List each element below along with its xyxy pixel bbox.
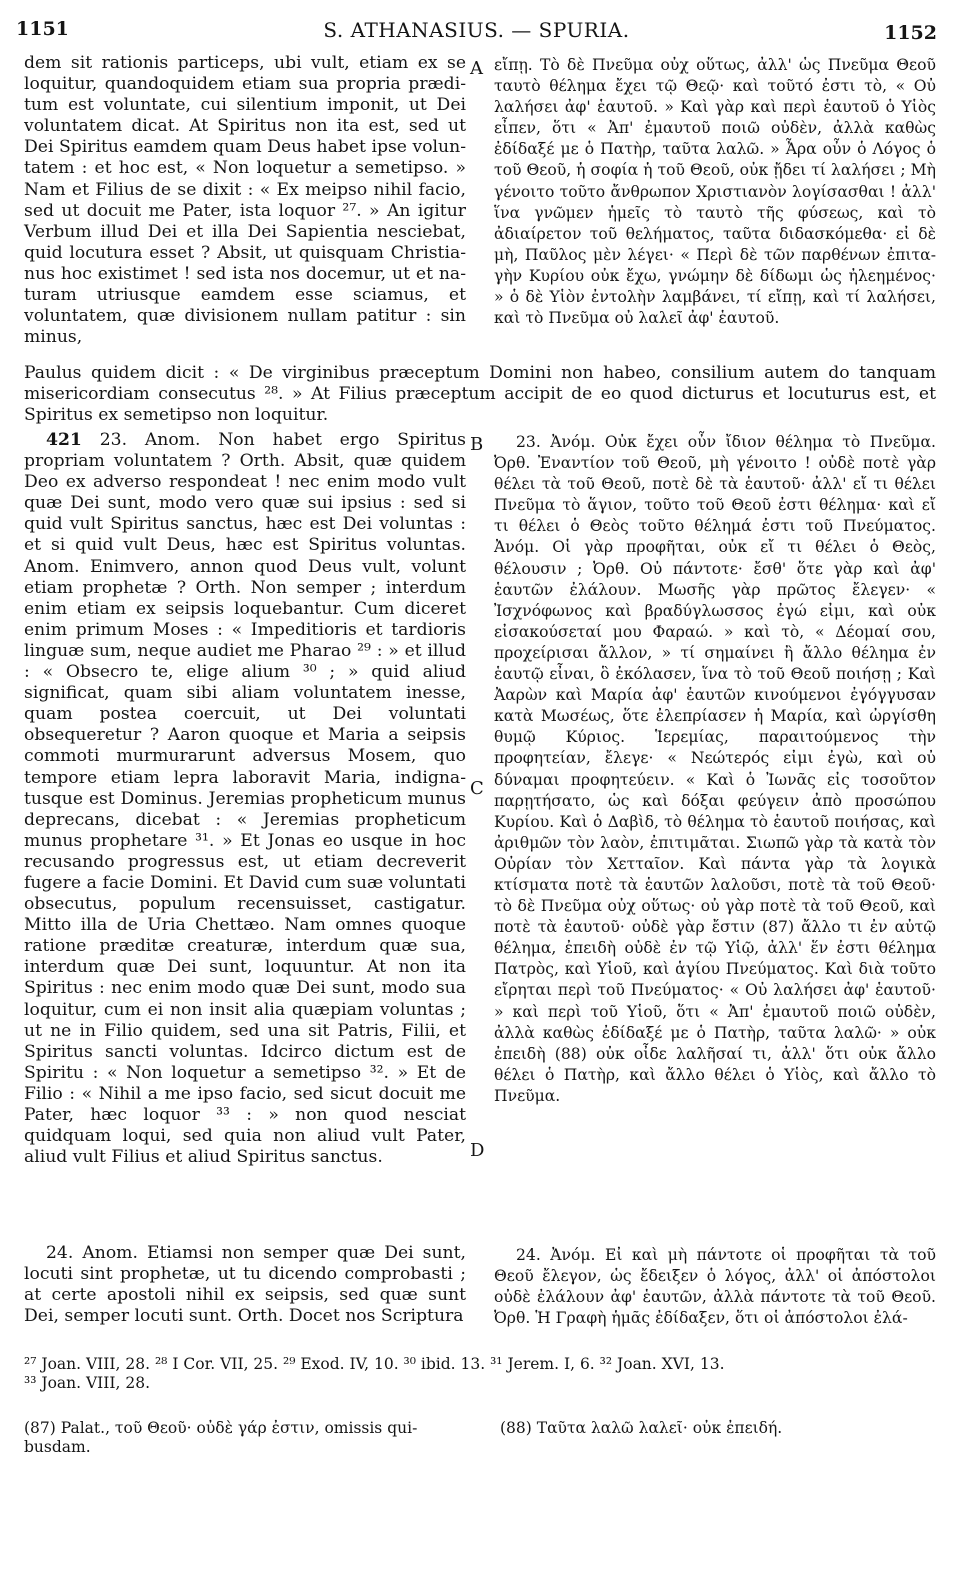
greek-paragraph: 24. Ἀνόμ. Εἰ καὶ μὴ πάντοτε οἱ προφῆται τὰ τοῦ Θεοῦ ἔλεγον, ὡς ἔδειξεν ὁ λόγος, ἀλλ' οἱ ἀπόστολοι οὐδὲ ἐλάλουν ἀφ' ἑαυτῶν, ἀλλὰ πάντοτε τὰ τοῦ Θεοῦ. Ὀρθ. Ἡ Γραφὴ ἡμᾶς ἐδίδαξεν, ὅτι οἱ ἀπόστολοι ἐλά- (494, 1246, 936, 1328)
variant-note-87: (87) Palat., τοῦ Θεοῦ· οὐδὲ γάρ ἐστιν, omissis quibusdam. (24, 1419, 418, 1456)
margin-letter-b: B (470, 434, 484, 455)
margin-letter-d: D (470, 1140, 485, 1161)
page-header (16, 18, 937, 48)
latin-column-b (24, 430, 466, 1168)
variant-note-88: (88) Ταῦτα λαλῶ λαλεῖ· οὐκ ἐπειδή. (500, 1419, 783, 1437)
latin-paragraph: 24. Anom. Etiamsi non semper quæ Dei sunt, locuti sint prophetæ, ut tu dicendo comprobasti ; at certe apostoli nihil ex seipsis, sed quæ sunt Dei, semper locuti sunt. Orth. Docet nos Scriptura (24, 1243, 466, 1327)
margin-letter-a: A (470, 58, 483, 79)
latin-paragraph: dem sit rationis particeps, ubi vult, etiam ex se loquitur, quandoquidem etiam sua propria præditum est voluntate, cui silentium imponit, ut Dei voluntatem dicat. At Spiritus non ita est, sed ut Dei Spiritus eamdem quam Deus habet ipse voluntatem : et hoc est, « Non loquetur a semetipso. » Nam et Filius de se dixit : « Ex meipso nihil facio, sed ut docuit me Pater, ista loquor ²⁷. » An igitur Verbum illud Dei et illa Dei Sapientia nesciebat, quid locutura esset ? Absit, ut quisquam Christianus hoc existimet ! sed ista nos docemur, ut et naturam utriusque eamdem esse sciamus, et voluntatem, quæ divisionem nullam patitur : sin minus, (24, 53, 466, 348)
greek-column-c (494, 1245, 936, 1329)
latin-text: 23. Anom. Non habet ergo Spiritus propriam voluntatem ? Orth. Absit, quæ quidem Deo ex adverso respondeat ! nec enim modo vult quæ Dei sunt, modo vero quæ sui ipsius : sed si quid vult Spiritus sanctus, hæc est Dei voluntas : et si quid vult Deus, hæc est Spiritus voluntas. Anom. Enimvero, annon quod Deus vult, volunt etiam prophetæ ? Orth. Non semper ; interdum enim etiam ex seipsis loquebantur. Cum diceret enim primum Moses : « Impeditioris et tardioris linguæ sum, neque audiet me Pharao ²⁹ : » et illud : « Obsecro te, elige alium ³⁰ ; » quid aliud significat, quam sibi aliam voluntatem inesse, quam postea coercuit, ut Dei voluntati obsequeretur ? Aaron quoque et Maria a seipsis commoti murmurarunt adversus Mosem, quo tempore etiam lepra laboravit Maria, indignatusque est Dominus. Jeremias propheticum munus deprecans, dicebat : « Jeremias propheticum munus prophetare ³¹. » Et Jonas eo usque in hoc recusando progressus est, ut etiam decreverit fugere a facie Domini. Et David cum suæ voluntati obsecutus, populum recensuisset, castigatur. Mitto illa de Uria Chettæo. Nam omnes quoque ratione præditæ creaturæ, interdum quæ sua, interdum quæ Dei sunt, loquuntur. At non ita Spiritus : nec enim modo quæ Dei sunt, modo sua loquitur, cum ei non insit alia quæpiam voluntas ; ut ne in Filio quidem, sed una sit Patris, Filii, et Spiritus sancti voluntas. Idcirco dictum est de Spiritu : « Non loquetur a semetipso ³². » Et de Filio : « Nihil a me ipso facio, sed sicut docuit me Pater, hæc loquor ³³ : » non quod nesciat quidquam loqui, sed quia non aliud vult Pater, aliud vult Filius et aliud Spiritus sanctus. (24, 430, 466, 1168)
greek-paragraph: εἴπῃ. Τὸ δὲ Πνεῦμα οὐχ οὕτως, ἀλλ' ὡς Πνεῦμα Θεοῦ ταυτὸ θέλημα ἔχει τῷ Θεῷ· καὶ τοῦτό ἐστι τὸ, « Οὐ λαλήσει ἀφ' ἑαυτοῦ. » Καὶ γὰρ καὶ περὶ ἑαυτοῦ ὁ Υἱὸς εἶπεν, ὅτι « Ἀπ' ἐμαυτοῦ ποιῶ οὐδὲν, ἀλλὰ καθὼς ἐδίδαξέ με ὁ Πατὴρ, ταῦτα λαλῶ. » Ἆρα οὖν ὁ Λόγος ὁ τοῦ Θεοῦ, ἡ σοφία ἡ τοῦ Θεοῦ, οὐκ ᾔδει τί λαλήσει ; Μὴ γένοιτο τοῦτο ἄνθρωπον Χριστιανὸν λογίσασθαι ! ἀλλ' ἵνα γνῶμεν ἡμεῖς τὸ ταυτὸ τῆς φύσεως, καὶ τὸ ἀδιαίρετον τοῦ θελήματος, ταῦτα διδασκόμεθα· εἰ δὲ μὴ, Παῦλος μὲν λέγει· « Περὶ δὲ τῶν παρθένων ἐπιταγὴν Κυρίου οὐκ ἔχω, γνώμην δὲ δίδωμι ὡς ἠλεημένος· » ὁ δὲ Υἱὸν ἐντολὴν λαμβάνει, τί εἴπῃ, καὶ τί λαλήσει, καὶ τὸ Πνεῦμα οὐ λαλεῖ ἀφ' ἑαυτοῦ. (494, 56, 936, 328)
column-number-right: 1152 (884, 22, 937, 44)
latin-column-a (24, 53, 466, 348)
latin-paragraph (24, 430, 466, 1168)
margin-letter-c: C (470, 778, 484, 799)
latin-column-c (24, 1243, 466, 1327)
column-number-left: 1151 (16, 18, 69, 40)
column-marker: 421 (46, 430, 82, 450)
full-width-latin-a (24, 363, 936, 426)
footnote-line: ²⁷ Joan. VIII, 28. ²⁸ I Cor. VII, 25. ²⁹ Exod. IV, 10. ³⁰ ibid. 13. ³¹ Jerem. I, 6. ³² Joan. XVI, 13. (24, 1355, 725, 1373)
greek-column-b (494, 432, 936, 1107)
greek-column-a (494, 55, 936, 329)
footnote-line: ³³ Joan. VIII, 28. (24, 1374, 151, 1392)
greek-paragraph: 23. Ἀνόμ. Οὐκ ἔχει οὖν ἴδιον θέλημα τὸ Πνεῦμα. Ὀρθ. Ἐναντίον τοῦ Θεοῦ, μὴ γένοιτο ! οὐδὲ ποτὲ γὰρ θέλει τὰ τοῦ Θεοῦ, ποτὲ δὲ τὰ ἑαυτοῦ· ἀλλ' εἴ τι θέλει Πνεῦμα τὸ ἅγιον, τοῦτο τοῦ Θεοῦ ἐστι θέλημα· καὶ εἴ τι θέλει ὁ Θεὸς τοῦτο θέλημά ἐστι τοῦ Πνεύματος. Ἀνόμ. Οἱ γὰρ προφῆται, οὐκ εἴ τι θέλει ὁ Θεὸς, θέλουσιν ; Ὀρθ. Οὐ πάντοτε· ἔσθ' ὅτε γὰρ καὶ ἀφ' ἑαυτῶν ἐλάλουν. Μωσῆς γὰρ πρῶτος ἔλεγεν· « Ἰσχνόφωνος καὶ βραδύγλωσσος ἐγώ εἰμι, καὶ οὐκ εἰσακούσεταί μου Φαραώ. » καὶ τὸ, « Δέομαί σου, προχείρισαι ἄλλον, » τί σημαίνει ἢ ἄλλο θέλημα ἐν ἑαυτῷ εἶναι, ὃ ἐκόλασεν, ἵνα τὸ τοῦ Θεοῦ ποιήσῃ ; Καὶ Ἀαρὼν καὶ Μαρία ἀφ' ἑαυτῶν κινούμενοι ἐγόγγυσαν κατὰ Μωσέως, ὅτε ἐλεπρίασεν ἡ Μαρία, καὶ ὠργίσθη θυμῷ Κύριος. Ἱερεμίας, παραιτούμενος τὴν προφητείαν, ἔλεγε· « Νεώτερός εἰμι ἐγὼ, καὶ οὐ δύναμαι προφητεύειν. « Καὶ ὁ Ἰωνᾶς εἰς τοσοῦτον παρῃτήσατο, ὡς καὶ δόξαι φεύγειν ἀπὸ προσώπου Κυρίου. Καὶ ὁ Δαβὶδ, τὸ θέλημα τὸ ἑαυτοῦ ποιήσας, καὶ ἀριθμῶν τὸν λαὸν, ἐπιτιμᾶται. Σιωπῶ γὰρ τὰ κατὰ τὸν Οὐρίαν τὸν Χετταῖον. Καὶ πάντα γὰρ τὰ λογικὰ κτίσματα ποτὲ τὰ ἑαυτῶν λαλοῦσι, ποτὲ τὰ τοῦ Θεοῦ· τὸ δὲ Πνεῦμα οὐχ οὕτως· οὐ γὰρ ποτὲ τὰ τοῦ Θεοῦ, καὶ ποτὲ τὰ ἑαυτοῦ· οὐδὲ γὰρ ἔστιν (87) ἄλλο τι ἐν αὐτῷ θέλημα, ἐπειδὴ οὐδὲ ἐν τῷ Υἱῷ, ἀλλ' ἕν ἐστι θέλημα Πατρὸς, καὶ Υἱοῦ, καὶ ἁγίου Πνεύματος. Καὶ διὰ τοῦτο εἴρηται περὶ τοῦ Πνεύματος· « Οὐ λαλήσει ἀφ' ἑαυτοῦ· » καὶ περὶ τοῦ Υἱοῦ, ὅτι « Ἀπ' ἐμαυτοῦ ποιῶ οὐδὲν, ἀλλὰ καθὼς ἐδίδαξέ με ὁ Πατὴρ, ταῦτα λαλῶ· » οὐκ ἐπειδὴ (88) οὐκ οἶδε λαλῆσαί τι, ἀλλ' ὅτι οὐκ ἄλλο θέλει ὁ Πατὴρ, καὶ ἄλλο θέλει ὁ Υἱὸς, καὶ ἄλλο τὸ Πνεῦμα. (494, 433, 936, 1105)
latin-paragraph-full: Paulus quidem dicit : « De virginibus præceptum Domini non habeo, consilium autem do tanquam misericordiam consecutus ²⁸. » At Filius præceptum accipit de eo quod dicturus et locuturus est, et Spiritus ex semetipso non loquitur. (24, 363, 936, 426)
running-title: S. ATHANASIUS. — SPURIA. (323, 18, 630, 42)
footnotes (24, 1355, 936, 1393)
